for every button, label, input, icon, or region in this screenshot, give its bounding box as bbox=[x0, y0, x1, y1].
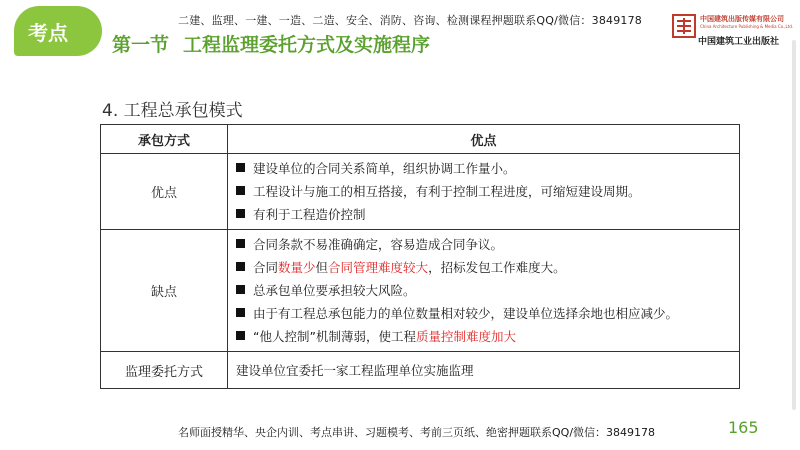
row-text: 建设单位宜委托一家工程监理单位实施监理 bbox=[228, 352, 740, 389]
bullet-square-icon bbox=[236, 163, 245, 172]
list-item: 总承包单位要承担较大风险。 bbox=[236, 279, 731, 302]
bullet-square-icon bbox=[236, 262, 245, 271]
table-header-row bbox=[101, 125, 740, 154]
badge-label: 考点 bbox=[28, 20, 68, 45]
section-title bbox=[112, 30, 430, 57]
list-item: 合同数量少但合同管理难度较大，招标发包工作难度大。 bbox=[236, 256, 731, 279]
bullet-square-icon bbox=[236, 331, 245, 340]
header-advantages: 优点 bbox=[228, 125, 740, 154]
table-row-advantages bbox=[101, 154, 740, 230]
row-category: 优点 bbox=[101, 154, 228, 230]
contact-notice-bottom: 名师面授精华、央企内训、考点串讲、习题模考、考前三页纸、绝密押题联系QQ/微信：3849178 bbox=[178, 426, 656, 439]
bullet-square-icon bbox=[236, 239, 245, 248]
publisher-logo bbox=[672, 10, 796, 50]
list-item: “他人控制”机制薄弱，使工程质量控制难度加大 bbox=[236, 325, 731, 348]
row-items bbox=[228, 230, 740, 352]
comparison-table bbox=[100, 124, 740, 389]
page-number: 165 bbox=[728, 418, 759, 437]
highlight-text: 质量控制难度加大 bbox=[415, 329, 516, 344]
topic-badge bbox=[14, 6, 102, 56]
publisher-emblem-icon bbox=[672, 14, 696, 38]
list-item: 有利于工程造价控制 bbox=[236, 203, 731, 226]
scrollbar[interactable] bbox=[792, 40, 796, 410]
bullet-square-icon bbox=[236, 285, 245, 294]
top-banner bbox=[0, 0, 800, 62]
list-item: 合同条款不易准确确定，容易造成合同争议。 bbox=[236, 233, 731, 256]
section-name: 工程监理委托方式及实施程序 bbox=[183, 34, 431, 56]
list-item: 工程设计与施工的相互搭接，有利于控制工程进度，可缩短建设周期。 bbox=[236, 180, 731, 203]
row-items bbox=[228, 154, 740, 230]
list-item: 由于有工程总承包能力的单位数量相对较少，建设单位选择余地也相应减少。 bbox=[236, 302, 731, 325]
bullet-square-icon bbox=[236, 209, 245, 218]
header-contract-mode: 承包方式 bbox=[101, 125, 228, 154]
publisher-name-en: China Architecture Publishing & Media Co.,Ltd. bbox=[700, 24, 794, 29]
publisher-name-cn: 中国建筑出版传媒有限公司 bbox=[700, 15, 784, 23]
table-row-supervision bbox=[101, 352, 740, 389]
highlight-text: 合同管理难度较大 bbox=[328, 260, 429, 275]
publisher-calligraphy: 中国建筑工业出版社 bbox=[698, 37, 780, 47]
row-category: 监理委托方式 bbox=[101, 352, 228, 389]
list-item: 建设单位的合同关系简单，组织协调工作量小。 bbox=[236, 157, 731, 180]
bullet-square-icon bbox=[236, 308, 245, 317]
section-number: 第一节 bbox=[112, 34, 170, 56]
highlight-text: 数量少 bbox=[278, 260, 316, 275]
row-category: 缺点 bbox=[101, 230, 228, 352]
slide-subtitle: 4. 工程总承包模式 bbox=[102, 101, 243, 121]
table-row-disadvantages bbox=[101, 230, 740, 352]
contact-notice-top: 二建、监理、一建、一造、二造、安全、消防、咨询、检测课程押题联系QQ/微信：3849178 bbox=[178, 14, 643, 27]
bullet-square-icon bbox=[236, 186, 245, 195]
